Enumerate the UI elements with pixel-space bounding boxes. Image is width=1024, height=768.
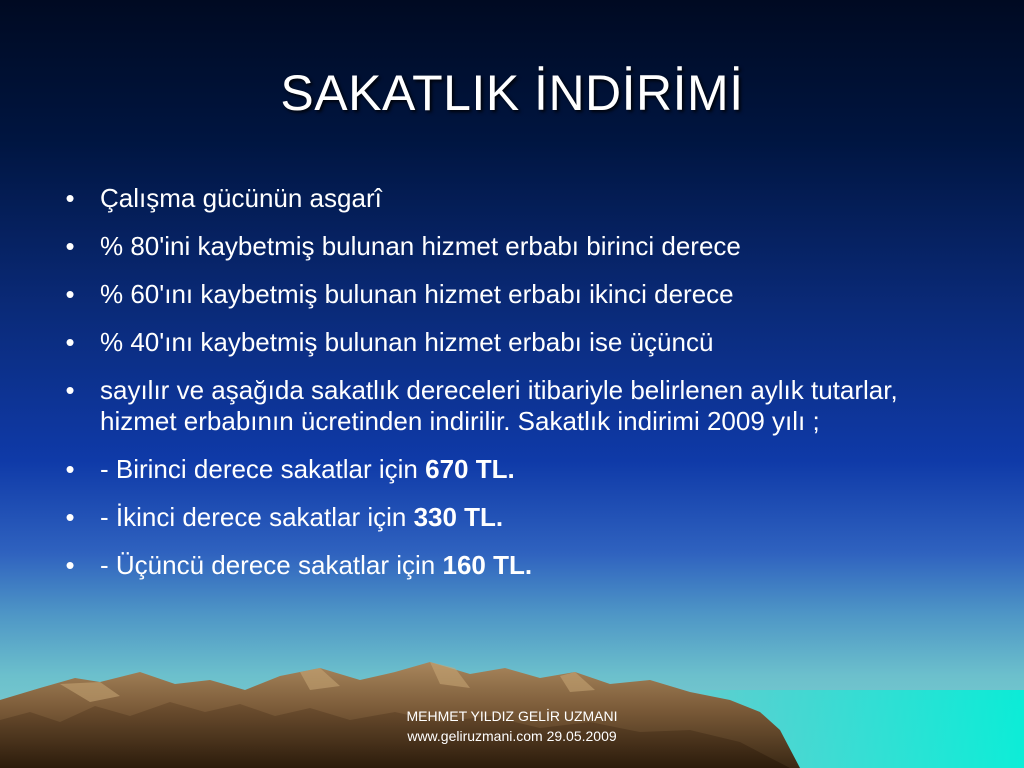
bullet-dot: •: [65, 454, 75, 484]
slide-footer: [352, 706, 672, 746]
bullet-list: [60, 183, 980, 598]
footer-author: MEHMET YILDIZ GELİR UZMANI: [406, 708, 618, 724]
amount-second-degree: 330 TL.: [413, 502, 504, 532]
bullet-text: sayılır ve aşağıda sakatlık dereceleri itibariyle belirlenen aylık tutarlar, hizmet erbabının ücretinden indirilir. Sakatlık indirimi 2009 yılı ;: [100, 375, 898, 436]
bullet-dot: •: [65, 279, 75, 309]
bullet-item: [60, 279, 980, 310]
bullet-text: Çalışma gücünün asgarî: [100, 183, 382, 213]
amount-third-degree: 160 TL.: [442, 550, 533, 580]
bullet-dot: •: [65, 183, 75, 213]
bullet-item: [60, 502, 980, 533]
bullet-dot: •: [65, 327, 75, 357]
bullet-text: % 60'ını kaybetmiş bulunan hizmet erbabı ikinci derece: [100, 279, 734, 309]
footer-website-date: www.geliruzmani.com 29.05.2009: [407, 728, 617, 744]
bullet-item: [60, 231, 980, 262]
bullet-dot: •: [65, 375, 75, 405]
bullet-dot: •: [65, 550, 75, 580]
bullet-item: [60, 183, 980, 214]
bullet-text: - Üçüncü derece sakatlar için: [100, 550, 443, 580]
bullet-text: - Birinci derece sakatlar için: [100, 454, 426, 484]
bullet-item: [60, 550, 980, 581]
amount-first-degree: 670 TL.: [425, 454, 515, 484]
bullet-text: % 80'ini kaybetmiş bulunan hizmet erbabı birinci derece: [100, 231, 741, 261]
bullet-text: - İkinci derece sakatlar için: [100, 502, 414, 532]
bullet-item: [60, 454, 980, 485]
bullet-dot: •: [65, 502, 75, 532]
bullet-text: % 40'ını kaybetmiş bulunan hizmet erbabı ise üçüncü: [100, 327, 714, 357]
bullet-item: [60, 375, 980, 437]
bullet-dot: •: [65, 231, 75, 261]
bullet-item: [60, 327, 980, 358]
slide-title: SAKATLIK İNDİRİMİ: [280, 65, 744, 121]
